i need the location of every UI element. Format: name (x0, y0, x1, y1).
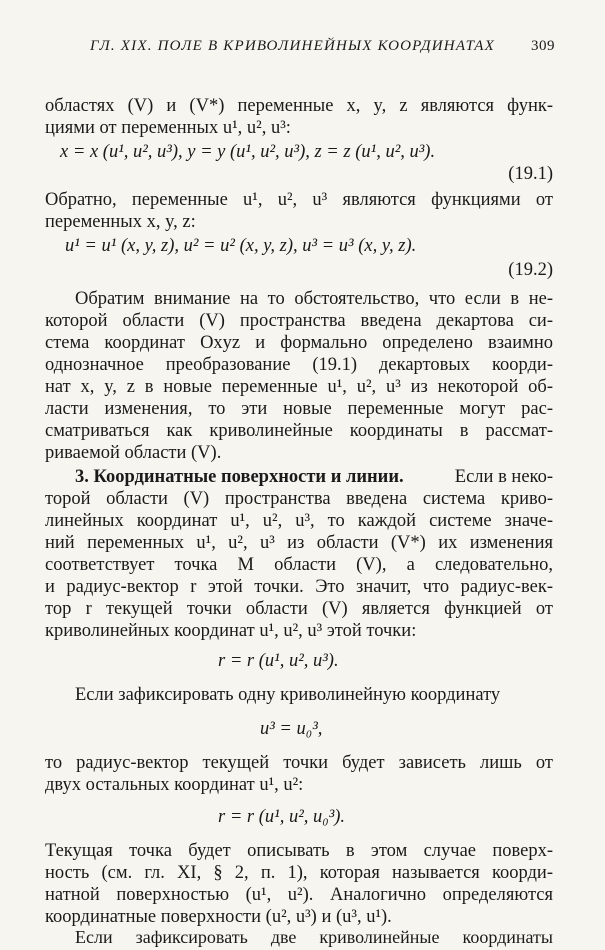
equation-19-1: x = x (u¹, u², u³), y = y (u¹, u², u³), z = z (u¹, u², u³). (60, 142, 436, 162)
text-line: ность (см. гл. XI, § 2, п. 1), которая называется коорди- (45, 863, 553, 883)
text-line: Текущая точка будет описывать в этом случае поверх- (45, 841, 553, 861)
page-number: 309 (531, 38, 555, 54)
text-line: ний переменных u¹, u², u³ из области (V*) их изменения (45, 533, 553, 553)
text-line: риваемой области (V). (45, 443, 222, 463)
chapter-title: ГЛ. XIX. ПОЛЕ В КРИВОЛИНЕЙНЫХ КООРДИНАТАХ (90, 38, 495, 54)
equation-19-2: u¹ = u¹ (x, y, z), u² = u² (x, y, z), u³ = u³ (x, y, z). (65, 236, 417, 256)
equation-number: (19.2) (508, 260, 553, 280)
text-line: линейных координат u¹, u², u³, то каждой системе значе- (45, 511, 553, 531)
text-line: областях (V) и (V*) переменные x, y, z являются функ- (45, 96, 553, 116)
radius-vector-equation: r = r (u¹, u², u³). (218, 651, 339, 671)
text-fragment: Если в неко- (454, 467, 553, 487)
text-line: Если зафиксировать две криволинейные координаты (75, 927, 553, 947)
fixed-coordinate-equation: u³ = u₀³, (260, 719, 323, 739)
text-line: и радиус-вектор r этой точки. Это значит, что радиус-век- (45, 577, 553, 597)
text-line: торой области (V) пространства введена система криво- (45, 489, 553, 509)
text-line: циями от переменных u¹, u², u³: (45, 118, 291, 138)
text-line: то радиус-вектор текущей точки будет зависеть лишь от (45, 753, 553, 773)
text-line: Обратно, переменные u¹, u², u³ являются функциями от (45, 190, 553, 210)
text-line: однозначное преобразование (19.1) декартовых коорди- (45, 355, 553, 375)
text-line: двух остальных координат u¹, u²: (45, 775, 304, 795)
text-line: натной поверхностью (u¹, u²). Аналогично определяются (45, 885, 553, 905)
text-line: переменных x, y, z: (45, 212, 196, 232)
equation-number: (19.1) (508, 164, 553, 184)
text-line: криволинейных координат u¹, u², u³ этой точки: (45, 621, 417, 641)
text-line: тор r текущей точки области (V) является функцией от (45, 599, 553, 619)
section-heading-line (75, 466, 553, 488)
text-line: соответствует точка M области (V), а следовательно, (45, 555, 553, 575)
surface-equation: r = r (u¹, u², u₀³). (218, 807, 346, 827)
text-line: ласти изменения, то эти новые переменные могут рас- (45, 399, 553, 419)
text-line: координатные поверхности (u², u³) и (u³, u¹). (45, 907, 392, 927)
text-line: сматриваться как криволинейные координаты в рассмат- (45, 421, 553, 441)
text-line: которой области (V) пространства введена декартова си- (45, 311, 553, 331)
section-heading: 3. Координатные поверхности и линии. (75, 467, 404, 487)
text-line: Если зафиксировать одну криволинейную координату (75, 685, 501, 705)
text-line: стема координат Oxyz и формально определено взаимно (45, 333, 553, 353)
text-line: нат x, y, z в новые переменные u¹, u², u³ из некоторой об- (45, 377, 553, 397)
text-line: Обратим внимание на то обстоятельство, что если в не- (75, 289, 553, 309)
